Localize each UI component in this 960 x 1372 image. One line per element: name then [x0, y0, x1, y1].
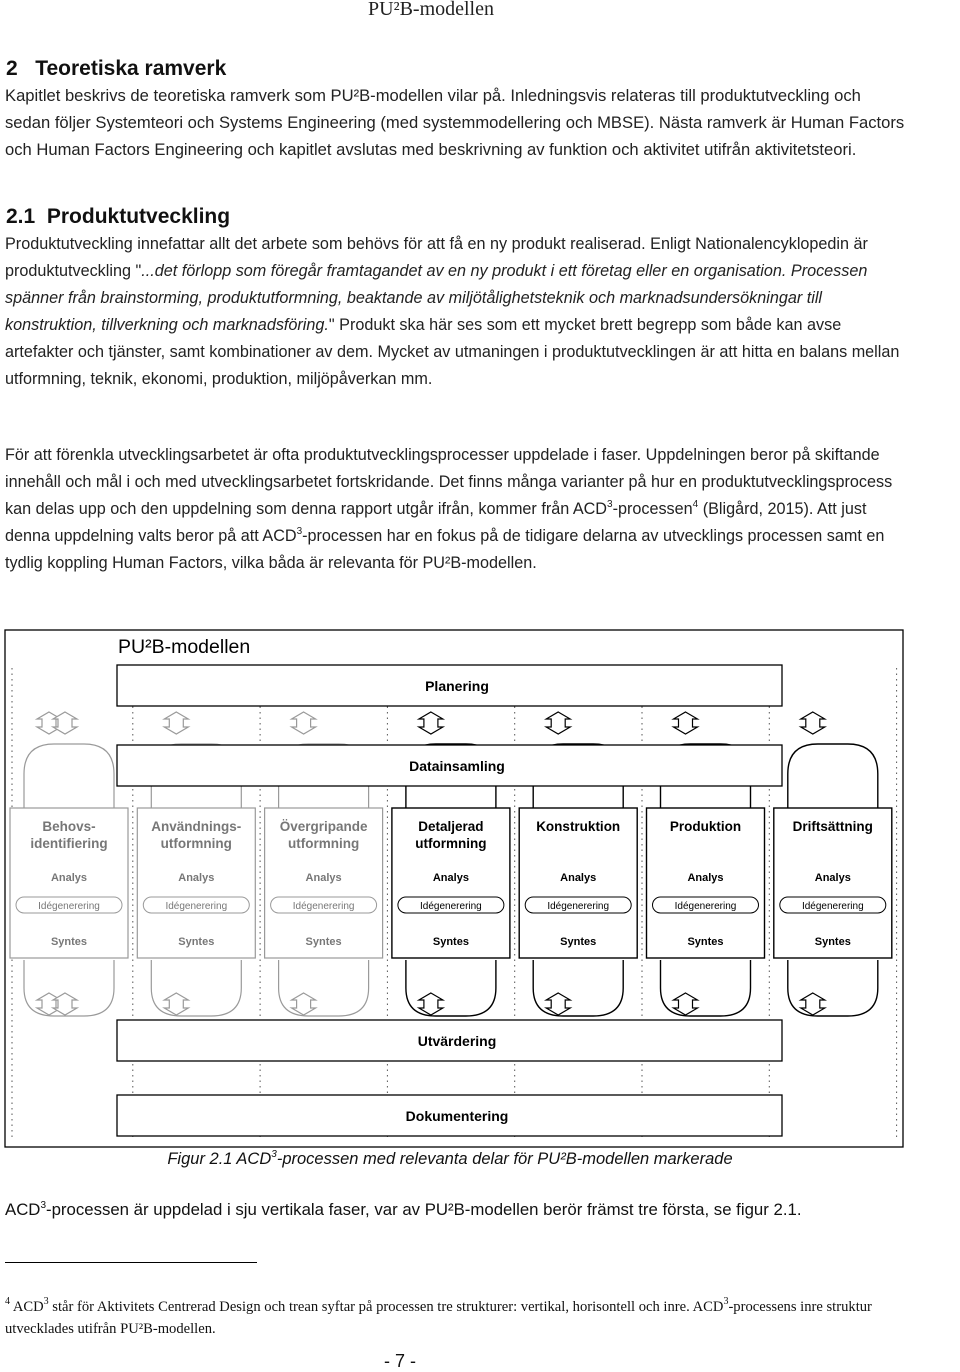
dokumentering-label: Dokumentering	[405, 1108, 509, 1124]
superscript: 3	[271, 1149, 277, 1160]
activity-idegenerering: Idégenerering	[674, 901, 737, 912]
phase-title: Produktion	[669, 819, 742, 834]
activity-analys: Analys	[305, 872, 342, 884]
activity-idegenerering: Idégenerering	[420, 901, 482, 912]
footnote-text-end: -processens inre struktur utvecklades utifrån PU²B-modellen.	[5, 1299, 872, 1337]
superscript: 3	[40, 1200, 46, 1211]
paragraph1-text: Produktutveckling innefattar allt det arbete som behövs för att få en ny produkt realiserad. Enligt Nationalencyklopedin är produktutveckling "	[5, 235, 868, 280]
superscript: 3	[43, 1296, 49, 1307]
footnote-text: ACD	[10, 1299, 44, 1315]
subsection-title: Produktutveckling	[46, 205, 231, 228]
activity-analys: Analys	[50, 872, 88, 884]
encyclopedia-quote: ...det förlopp som föregår framtagandet av en ny produkt i ett företag eller en organisation. Processen spänner från brainstorming, produktutformning, beaktande av miljötålighetsteknik och marknadsundersökningar till konstruktion, tillverkning och marknadsföring.	[5, 262, 868, 334]
subsection-number: 2.1	[6, 205, 36, 228]
activity-idegenerering: Idégenerering	[292, 901, 355, 912]
activity-syntes: Syntes	[814, 936, 851, 948]
planering-label: Planering	[425, 678, 489, 694]
paragraph-product-development	[5, 231, 905, 393]
activity-analys: Analys	[432, 872, 469, 884]
caption-text-end: -processen med relevanta delar för PU²B-modellen markerade	[276, 1150, 733, 1168]
after-figure-text-end: -processen är uppdelad i sju vertikala faser, var av PU²B-modellen berör främst tre första, se figur 2.1.	[46, 1200, 802, 1219]
activity-syntes: Syntes	[305, 936, 342, 948]
section-heading	[6, 57, 226, 81]
superscript: 3	[296, 526, 303, 537]
superscript: 3	[607, 499, 613, 510]
phase-title: identifiering	[30, 836, 108, 851]
acd3-process-figure	[0, 620, 960, 1150]
paragraph2-text: För att förenkla utvecklingsarbetet är ofta produktutvecklingsprocesser uppdelade i faser. Uppdelningen beror på skiftande innehåll och mål i och med utvecklingsarbetet fortskridande. Det finns många varianter på hur en produktutvecklingsprocess kan delas upp och den uppdelning som denna rapport utgår ifrån, kommer från ACD	[5, 446, 893, 518]
activity-analys: Analys	[687, 872, 724, 884]
activity-analys: Analys	[814, 872, 851, 884]
phase-title: Övergripande	[279, 819, 368, 834]
footnote-mark: 4	[5, 1296, 10, 1307]
activity-analys: Analys	[560, 872, 597, 884]
phase-title: utformning	[415, 836, 487, 851]
phase-title: Konstruktion	[536, 819, 621, 834]
phase-title: utformning	[287, 836, 360, 851]
superscript: 3	[723, 1296, 729, 1307]
activity-syntes: Syntes	[50, 936, 88, 948]
phase-title: utformning	[160, 836, 232, 851]
paragraph-phases	[5, 442, 905, 577]
activity-idegenerering: Idégenerering	[547, 901, 610, 912]
utvardering-label: Utvärdering	[417, 1033, 497, 1049]
paragraph2-text: -processen har en fokus på de tidigare delarna av utvecklings processen samt en tydlig koppling Human Factors, vilka båda är relevanta för PU²B-modellen.	[5, 527, 885, 572]
paragraph1-text-end: " Produkt ska här ses som ett mycket brett begrepp som både kan avse artefakter och tjänster, samt kombinationer av dem. Mycket av utmaningen i produktutvecklingen är att hitta en balans mellan utformning, teknik, ekonomi, produktion, miljöpåverkan mm.	[5, 316, 900, 388]
activity-idegenerering: Idégenerering	[801, 901, 864, 912]
section-number: 2	[6, 57, 18, 80]
phase-title: Behovs-	[42, 819, 96, 834]
phase-title: Detaljerad	[418, 819, 484, 834]
activity-syntes: Syntes	[432, 936, 469, 948]
section-title: Teoretiska ramverk	[35, 57, 227, 80]
intro-paragraph: Kapitlet beskrivs de teoretiska ramverk som PU²B-modellen vilar på. Inledningsvis relateras till produktutveckling och sedan följer Systemteori och Systems Engineering (med systemmodellering och MBSE). Nästa ramverk är Human Factors och Human Factors Engineering och kapitlet avslutas med beskrivning av funktion och aktivitet utifrån aktivitetsteori.	[5, 86, 905, 159]
figure-caption	[0, 1150, 900, 1169]
paragraph2-text: -processen	[612, 500, 693, 518]
activity-syntes: Syntes	[178, 936, 215, 948]
subsection-heading	[6, 205, 230, 229]
footnote-text: står för Aktivitets Centrerad Design och trean syftar på processen tre strukturer: vertikal, horisontell och inre. ACD	[48, 1299, 724, 1315]
phase-title: Driftsättning	[792, 819, 873, 834]
after-figure-text: ACD	[5, 1200, 41, 1219]
page-number: - 7 -	[383, 1351, 416, 1371]
footnote-reference: 4	[692, 499, 699, 510]
datainsamling-label: Datainsamling	[409, 758, 505, 774]
phase-title: Användnings-	[151, 819, 242, 834]
footnote	[5, 1296, 905, 1340]
paragraph-after-figure	[5, 1200, 801, 1220]
activity-syntes: Syntes	[687, 936, 724, 948]
caption-text: Figur 2.1 ACD	[167, 1150, 272, 1168]
activity-idegenerering: Idégenerering	[38, 901, 100, 912]
paragraph2-text: (Bligård, 2015). Att just denna uppdelning valts beror på att ACD	[5, 500, 867, 545]
activity-idegenerering: Idégenerering	[165, 901, 228, 912]
figure-title: PU²B-modellen	[118, 636, 251, 658]
activity-analys: Analys	[178, 872, 215, 884]
running-header: PU²B-modellen	[368, 0, 494, 20]
activity-syntes: Syntes	[560, 936, 597, 948]
footnote-separator	[5, 1262, 257, 1263]
